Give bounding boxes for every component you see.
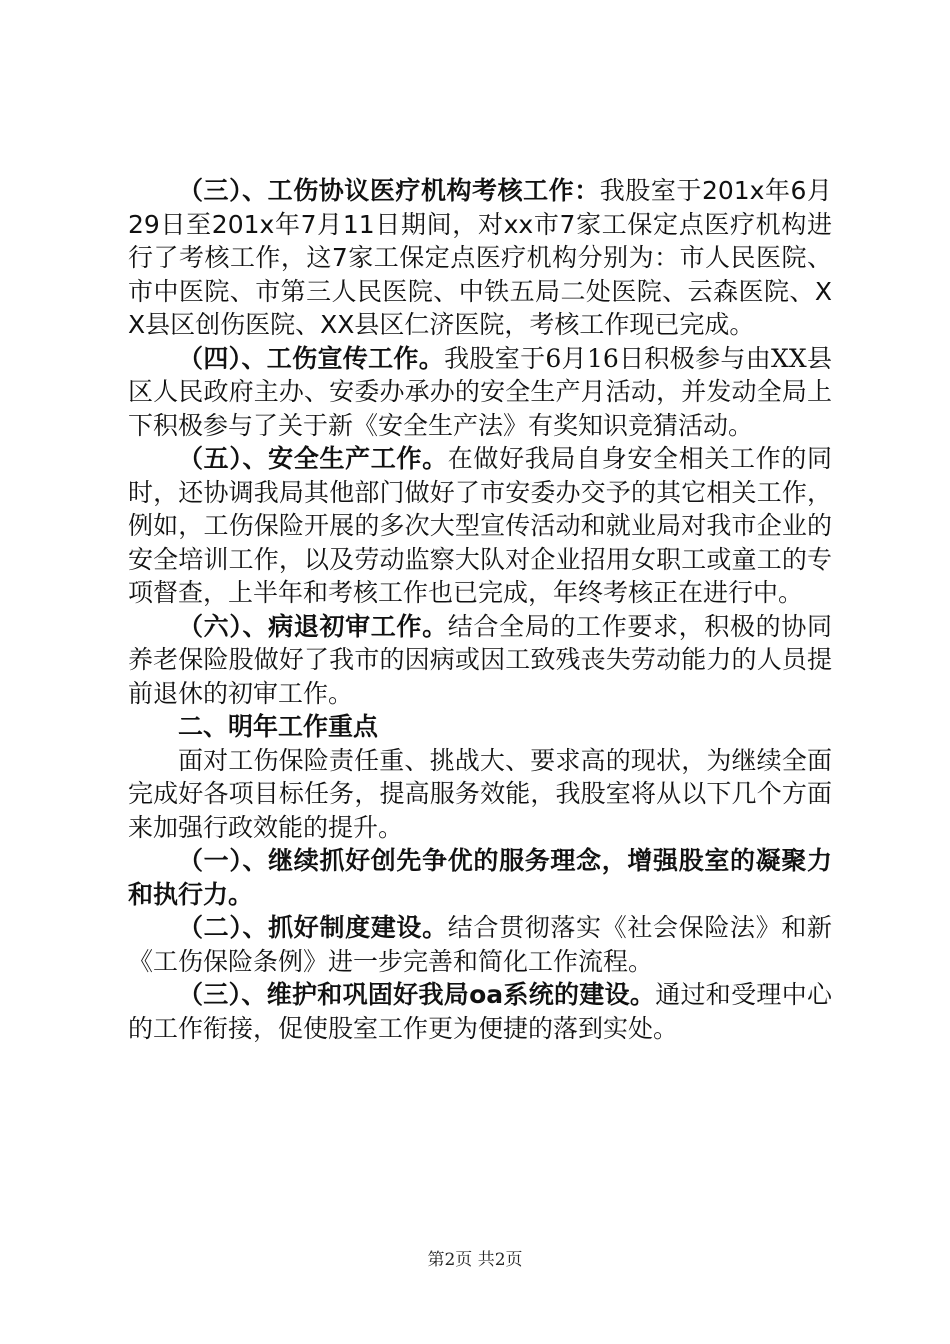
paragraph-text: 结合全局的工作要求，积极的协同养老保险股做好了我市的因病或因工致残丧失劳动能力的人员提前退休的初审工作。 — [128, 611, 832, 708]
paragraph-injury-publicity — [128, 342, 832, 443]
paragraph-heading: （六）、病退初审工作。 — [178, 611, 448, 641]
paragraph-text: 通过和受理中心的工作衔接，促使股室工作更为便捷的落到实处。 — [128, 980, 832, 1043]
page-footer: 第2页 共2页 — [427, 1250, 523, 1270]
paragraph-injury-agreement-assessment — [128, 174, 832, 342]
document-body — [128, 174, 832, 1045]
paragraph-heading: （五）、安全生产工作。 — [178, 444, 448, 473]
paragraph-heading: （三）、维护和巩固好我局oa系统的建设。 — [178, 980, 656, 1009]
paragraph-system-building — [128, 911, 832, 978]
paragraph-sick-retirement-review — [128, 610, 832, 711]
paragraph-text: 面对工伤保险责任重、挑战大、要求高的现状，为继续全面完成好各项目标任务，提高服务效能，我股室将从以下几个方面来加强行政效能的提升。 — [128, 745, 832, 842]
paragraph-text: 结合贯彻落实《社会保险法》和新《工伤保险条例》进一步完善和简化工作流程。 — [128, 913, 832, 976]
section-heading: 二、明年工作重点 — [178, 712, 379, 741]
paragraph-service-concept — [128, 844, 832, 911]
paragraph-intro-next-year — [128, 744, 832, 845]
paragraph-text: 在做好我局自身安全相关工作的同时，还协调我局其他部门做好了市安委办交予的其它相关工作，例如，工伤保险开展的多次大型宣传活动和就业局对我市企业的安全培训工作，以及劳动监察大队对企业招用女职工或童工的专项督查，上半年和考核工作也已完成，年终考核正在进行中。 — [128, 444, 832, 607]
paragraph-heading: （四）、工伤宣传工作。 — [178, 343, 445, 373]
paragraph-heading: （二）、抓好制度建设。 — [178, 913, 448, 942]
paragraph-heading: （三）、工伤协议医疗机构考核工作： — [178, 176, 600, 205]
paragraph-text: 我股室于201x年6月29日至201x年7月11日期间，对xx市7家工保定点医疗机构进行了考核工作，这7家工保定点医疗机构分别为：市人民医院、市中医院、市第三人民医院、中铁五局二处医院、云森医院、XX县区创伤医院、XX县区仁济医院，考核工作现已完成。 — [128, 176, 832, 339]
paragraph-heading: （一）、继续抓好创先争优的服务理念，增强股室的凝聚力和执行力。 — [128, 846, 832, 909]
paragraph-text: 我股室于6月16日积极参与由XX县区人民政府主办、安委办承办的安全生产月活动，并发动全局上下积极参与了关于新《安全生产法》有奖知识竞猜活动。 — [128, 343, 832, 440]
paragraph-safety-production — [128, 442, 832, 610]
paragraph-oa-system — [128, 978, 832, 1045]
section-heading-next-year — [128, 710, 832, 744]
